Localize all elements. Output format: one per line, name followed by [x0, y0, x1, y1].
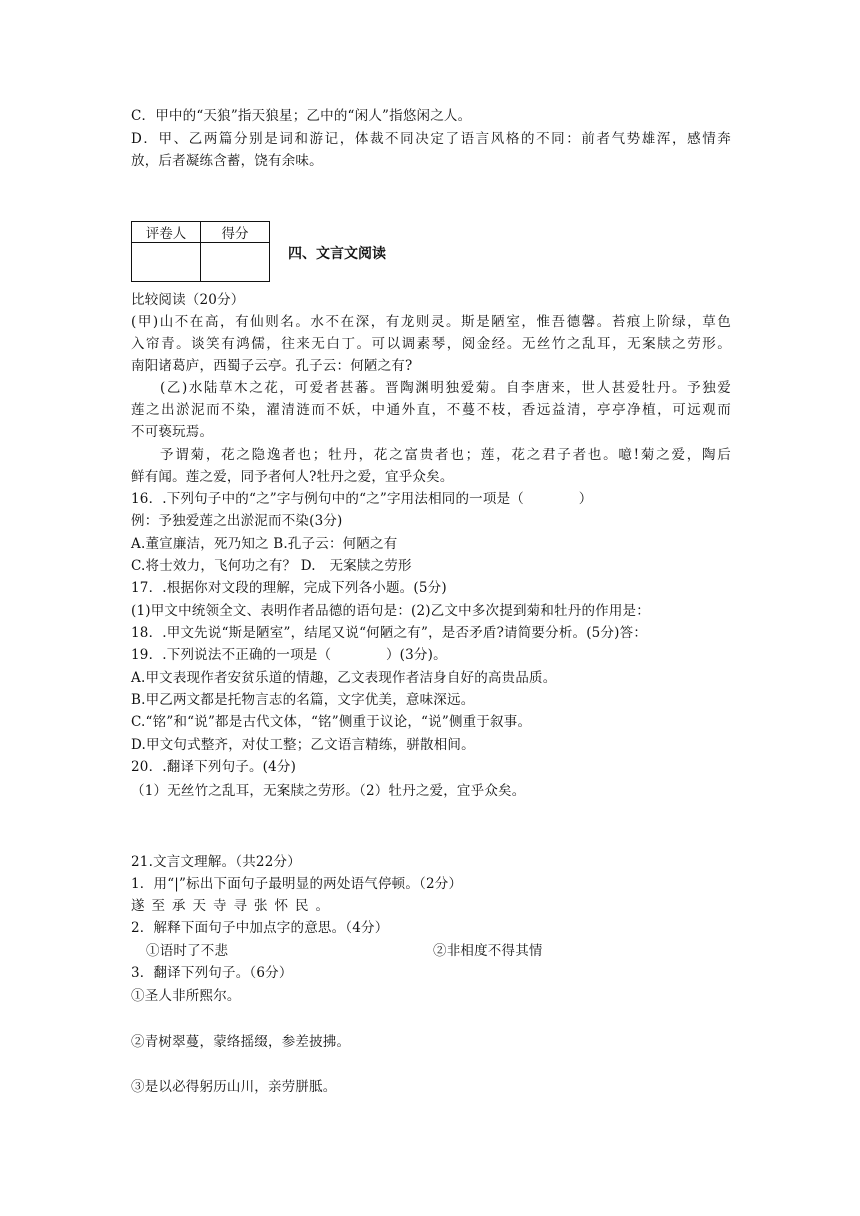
question-19: 19．.下列说法不正确的一项是（ ）(3分)。 [131, 647, 447, 663]
option-d-line-1: D．甲、乙两篇分别是词和游记，体裁不同决定了语言风格的不同：前者气势雄浑，感情奔 [131, 131, 731, 147]
reviewer-cell [132, 243, 201, 282]
yi-line-3: 不可亵玩焉。 [131, 424, 214, 440]
question-19-option-d: D.甲文句式整齐，对仗工整；乙文语言精练，骈散相间。 [131, 737, 475, 753]
yi-line-4: 予谓菊，花之隐逸者也；牡丹，花之富贵者也；莲，花之君子者也。噫!菊之爱，陶后 [160, 447, 731, 463]
translate-sentence-3: ③是以必得躬历山川，亲劳胼胝。 [131, 1079, 337, 1095]
question-19-option-b: B.甲乙两文都是托物言志的名篇，文字优美，意味深远。 [131, 692, 475, 708]
translate-sentence-1: ①圣人非所熙尔。 [131, 988, 241, 1004]
question-21-part-1: 1．用“|”标出下面句子最明显的两处语气停顿。（2分） [131, 876, 463, 892]
question-16-options-cd: C.将士效力，飞何功之有？ D. 无案牍之劳形 [131, 558, 412, 574]
translate-sentence-2: ②青树翠蔓，蒙络摇缀，参差披拂。 [131, 1034, 351, 1050]
question-21-part-2: 2．解释下面句子中加点字的意思。（4分） [131, 920, 389, 936]
question-21-title: 21.文言文理解。（共22分） [131, 854, 301, 870]
yi-line-2: 莲之出淤泥而不染，濯清涟而不妖，中通外直，不蔓不枝，香远益清，亭亭净植，可远观而 [131, 402, 731, 418]
question-19-option-a: A.甲文表现作者安贫乐道的情趣，乙文表现作者洁身自好的高贵品质。 [131, 670, 557, 686]
question-17-sub: (1)甲文中统领全文、表明作者品德的语句是：(2)乙文中多次提到菊和牡丹的作用是： [131, 603, 650, 619]
section-title: 四、文言文阅读 [288, 246, 386, 262]
jia-line-3: 南阳诸葛庐，西蜀子云亭。孔子云：何陋之有? [131, 358, 413, 374]
question-21-part-3: 3．翻译下列句子。（6分） [131, 965, 293, 981]
score-cell [201, 243, 270, 282]
question-20-sub: （1）无丝竹之乱耳，无案牍之劳形。（2）牡丹之爱，宜乎众矣。 [131, 783, 526, 799]
yi-line-1: (乙)水陆草木之花，可爱者甚蕃。晋陶渊明独爱菊。自李唐来，世人甚爱牡丹。予独爱 [160, 380, 731, 396]
yi-line-5: 鲜有闻。莲之爱，同予者何人?牡丹之爱，宜乎众矣。 [131, 469, 454, 485]
option-c: C．甲中的“天狼”指天狼星；乙中的“闲人”指悠闲之人。 [131, 108, 472, 124]
score-header: 得分 [201, 222, 270, 243]
jia-line-2: 入帘青。谈笑有鸿儒，往来无白丁。可以调素琴，阅金经。无丝竹之乱耳，无案牍之劳形。 [131, 336, 731, 352]
question-21-sentence: 遂至承天寺寻张怀民。 [131, 898, 336, 914]
reviewer-header: 评卷人 [132, 222, 201, 243]
option-d-line-2: 放，后者凝练含蓄，饶有余味。 [131, 153, 323, 169]
question-20: 20．.翻译下列句子。(4分) [131, 759, 297, 775]
question-21-item-b: ②非相度不得其情 [433, 943, 543, 959]
question-16-options-ab: A.董宣廉洁，死乃知之 B.孔子云：何陋之有 [131, 536, 398, 552]
question-18: 18．.甲文先说“斯是陋室”，结尾又说“何陋之有”，是否矛盾?请简要分析。(5分)答： [131, 625, 648, 641]
question-21-item-a: ①语时了不悲 [146, 943, 229, 959]
score-table [131, 221, 270, 282]
question-19-option-c: C.“铭”和“说”都是古代文体，“铭”侧重于议论，“说”侧重于叙事。 [131, 714, 532, 730]
question-17: 17．.根据你对文段的理解，完成下列各小题。(5分) [131, 580, 447, 596]
passage-heading: 比较阅读（20分） [131, 292, 245, 308]
jia-line-1: (甲)山不在高，有仙则名。水不在深，有龙则灵。斯是陋室，惟吾德馨。苔痕上阶绿，草色 [131, 314, 731, 330]
question-16-example: 例：予独爱莲之出淤泥而不染(3分) [131, 513, 343, 529]
question-16: 16．.下列句子中的“之”字与例句中的“之”字用法相同的一项是（ ） [131, 491, 593, 507]
